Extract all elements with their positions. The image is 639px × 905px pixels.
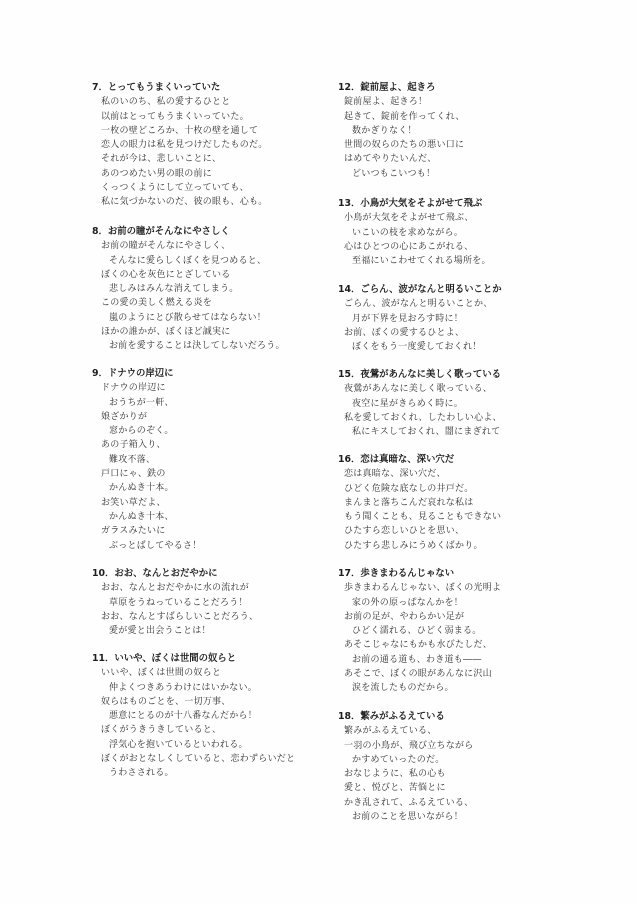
lyric-line: 夜空に星がきらめく時に。 bbox=[352, 398, 464, 409]
section-18 bbox=[338, 710, 598, 824]
lyric-line: かんぬき十本、 bbox=[109, 511, 174, 522]
lyric-line: 草原をうねっていることだろう！ bbox=[109, 597, 248, 608]
lyric-line: ほかの誰かが、ぼくほど誠実に bbox=[101, 327, 231, 338]
lyric-line: 夜鶯があんなに美しく歌っている、 bbox=[344, 384, 493, 395]
lyric-line: 繁みがふるえている、 bbox=[344, 726, 437, 737]
section-14 bbox=[338, 283, 598, 354]
lyric-line: お前の足が、やわらかい足が bbox=[344, 611, 465, 622]
lyric-line: 私のいのち、私の愛するひとと bbox=[101, 97, 231, 108]
lyric-line: 一羽の小鳥が、飛び立ちながら bbox=[344, 740, 474, 751]
section-15 bbox=[338, 368, 598, 439]
lyric-line: 難攻不落、 bbox=[109, 454, 156, 465]
lyric-line: かすめていったのだ。 bbox=[352, 754, 445, 765]
lyric-line: いいや、ぼくは世間の奴らと bbox=[101, 668, 222, 679]
lyric-line: 一枚の壁どころか、十枚の壁を通して bbox=[101, 125, 259, 136]
section-17 bbox=[338, 567, 598, 696]
lyric-line: かき乱されて、ふるえている、 bbox=[344, 797, 474, 808]
lyric-line: あの子箱入り、 bbox=[101, 440, 166, 451]
lyric-line: 愛と、悦びと、苦悩とに bbox=[344, 783, 446, 794]
lyric-line: ごらん、波がなんと明るいことか、 bbox=[344, 299, 493, 310]
lyric-line: 歩きまわるんじゃない、ぼくの光明よ bbox=[344, 583, 502, 594]
lyric-line: ぼくの心を灰色にとざしている bbox=[101, 269, 231, 280]
lyric-line: ひどく危険な底なしの井戸だ。 bbox=[344, 483, 474, 494]
lyric-line: 浮気心を抱いているといわれる。 bbox=[109, 739, 248, 750]
section-title: 14．ごらん、波がなんと明るいことか bbox=[338, 284, 502, 295]
lyric-line: ガラスみたいに bbox=[101, 526, 166, 537]
lyric-line: 数かぎりなく！ bbox=[352, 125, 417, 136]
lyric-line: 涙を流したものだから。 bbox=[352, 683, 454, 694]
section-10 bbox=[92, 567, 352, 638]
section-title: 10．おお、なんとおだやかに bbox=[92, 568, 218, 579]
lyric-line: 私にキスしておくれ、闇にまぎれて bbox=[352, 427, 501, 438]
lyric-line: 窓からのぞく。 bbox=[109, 426, 174, 437]
lyric-line: もう聞くことも、見ることもできない bbox=[344, 512, 502, 523]
section-11 bbox=[92, 652, 352, 781]
lyric-line: ぼくがおとなしくしていると、恋わずらいだと bbox=[101, 754, 296, 765]
lyric-line: 起きて、錠前を作ってくれ、 bbox=[344, 111, 465, 122]
lyric-line: お笑い草だよ、 bbox=[101, 497, 166, 508]
section-title: 11．いいや、ぼくは世間の奴らと bbox=[92, 653, 237, 664]
section-title: 8．お前の瞳がそんなにやさしく bbox=[92, 226, 230, 237]
lyric-line: ひたすら恋しいひとを思い、 bbox=[344, 526, 465, 537]
lyric-line: ぶっとばしてやるさ！ bbox=[109, 540, 202, 551]
lyric-line: 悲しみはみんな消えてしまう。 bbox=[109, 284, 239, 295]
lyric-line: 小鳥が大気をそよがせて飛ぶ、 bbox=[344, 213, 474, 224]
lyric-line: ぼくがうきうきしていると、 bbox=[101, 725, 222, 736]
section-title: 13．小鳥が大気をそよがせて飛ぶ bbox=[338, 198, 483, 209]
section-16 bbox=[338, 453, 598, 553]
section-12 bbox=[338, 81, 598, 181]
lyric-line: この愛の美しく燃える炎を bbox=[101, 298, 213, 309]
section-title: 9．ドナウの岸辺に bbox=[92, 368, 174, 379]
lyric-line: あそこじゃなにもかも水びたしだ、 bbox=[344, 640, 493, 651]
lyric-line: 私を愛しておくれ、したわしい心よ、 bbox=[344, 412, 502, 423]
lyric-line: おお、なんとすばらしいことだろう、 bbox=[101, 611, 259, 622]
section-title: 12．錠前屋よ、起きろ bbox=[338, 82, 436, 93]
lyric-line: はめてやりたいんだ、 bbox=[344, 154, 437, 165]
lyric-line: 奴らはものごとを、一切万事、 bbox=[101, 696, 231, 707]
lyric-line: まんまと落ちこんだ哀れな私は bbox=[344, 497, 474, 508]
lyric-line: ドナウの岸辺に bbox=[101, 383, 166, 394]
lyric-line: 至福にいこわせてくれる場所を。 bbox=[352, 256, 491, 267]
section-title: 15．夜鶯があんなに美しく歌っている bbox=[338, 369, 502, 380]
lyric-line: 世間の奴らのたちの悪い口に bbox=[344, 140, 465, 151]
lyric-line: おなじように、私の心も bbox=[344, 769, 446, 780]
lyric-line: 恋は真暗な、深い穴だ、 bbox=[344, 469, 446, 480]
lyric-line: お前の通る道も、わき道も―― bbox=[352, 654, 482, 665]
section-7 bbox=[92, 81, 352, 210]
lyric-line: そんなに愛らしくぼくを見つめると、 bbox=[109, 255, 267, 266]
lyric-line: お前のことを思いながら！ bbox=[352, 812, 464, 823]
section-title: 7．とってもうまくいっていた bbox=[92, 82, 221, 93]
lyric-line: お前、ぼくの愛するひとよ、 bbox=[344, 327, 465, 338]
lyric-line: くっつくようにして立っていても、 bbox=[101, 183, 249, 194]
section-title: 17．歩きまわるんじゃない bbox=[338, 568, 455, 579]
lyric-line: おお、なんとおだやかに水の流れが bbox=[101, 583, 250, 594]
lyric-line: 月が下界を見おろす時に！ bbox=[352, 313, 464, 324]
lyric-line: 娘ざかりが bbox=[101, 411, 148, 422]
lyric-line: おうちが一軒、 bbox=[109, 397, 174, 408]
lyric-line: ぼくをもう一度愛しておくれ！ bbox=[352, 342, 482, 353]
section-8 bbox=[92, 225, 352, 354]
lyric-line: お前の瞳がそんなにやさしく、 bbox=[101, 241, 231, 252]
lyric-line: 私に気づかないのだ、彼の眼も、心も。 bbox=[101, 197, 268, 208]
lyric-line: どいつもこいつも！ bbox=[352, 168, 436, 179]
lyric-line: 愛が愛と出会うことは！ bbox=[109, 626, 211, 637]
lyric-line: それが今は、悲しいことに、 bbox=[101, 154, 222, 165]
lyric-line: 以前はとってもうまくいっていた。 bbox=[101, 111, 249, 122]
lyric-line: あそこで、ぼくの眼があんなに沢山 bbox=[344, 669, 492, 680]
lyric-line: いこいの枝を求めながら。 bbox=[352, 227, 464, 238]
lyric-line: 悪意にとるのが十八番なんだから！ bbox=[109, 711, 258, 722]
lyric-line: 戸口にゃ、鉄の bbox=[101, 469, 166, 480]
section-9 bbox=[92, 367, 352, 553]
lyric-line: ひたすら悲しみにうめくばかり。 bbox=[344, 540, 483, 551]
lyric-line: お前を愛することは決してしないだろう。 bbox=[109, 341, 285, 352]
lyric-line: 家の外の原っぱなんかを！ bbox=[352, 597, 464, 608]
lyric-line: 錠前屋よ、起きろ！ bbox=[344, 97, 428, 108]
lyric-line: うわさされる。 bbox=[109, 768, 174, 779]
lyric-line: あのつめたい男の眼の前に bbox=[101, 168, 213, 179]
lyric-line: 恋人の眼力は私を見つけだしたものだ。 bbox=[101, 140, 268, 151]
section-13 bbox=[338, 197, 598, 268]
lyric-line: 嵐のようにとび散らせてはならない！ bbox=[109, 312, 266, 323]
lyric-line: 仲よくつきあうわけにはいかない。 bbox=[109, 682, 258, 693]
lyric-line: ひどく濡れる、ひどく弱まる。 bbox=[352, 626, 482, 637]
section-title: 18．繁みがふるえている bbox=[338, 711, 445, 722]
section-title: 16．恋は真暗な、深い穴だ bbox=[338, 454, 455, 465]
lyric-line: かんぬき十本。 bbox=[109, 483, 174, 494]
lyric-line: 心はひとつの心にあこがれる、 bbox=[344, 241, 474, 252]
